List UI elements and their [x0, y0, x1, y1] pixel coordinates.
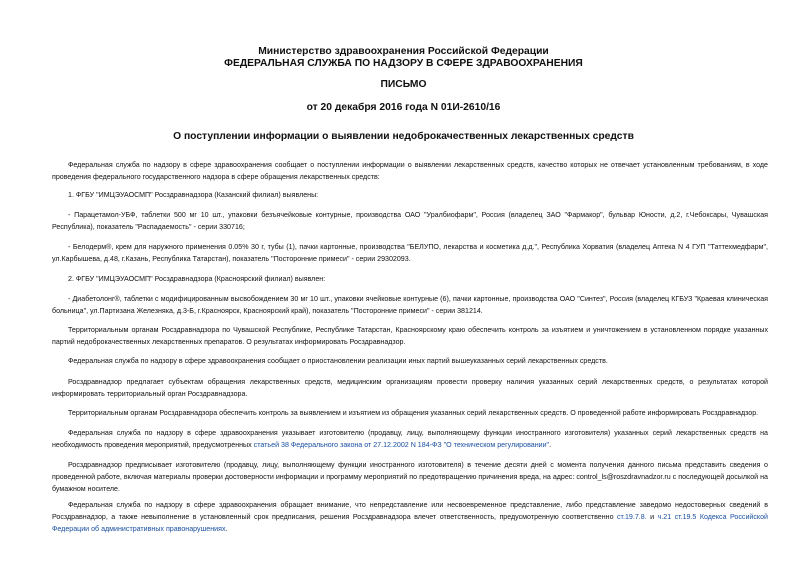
- paragraph-paracetamol: - Парацетамол-УБФ, таблетки 500 мг 10 шт., упаковки безъячейковые контурные, производства ОАО "Уралбиофарм", Россия (владелец ЗАО "Фармакор", бульвар Юности, д.2, г.Чебоксары, Чувашская Республика), показатель "Распадаемость" - серии 330716;: [52, 211, 768, 231]
- ministry-name: Министерство здравоохранения Российской Федерации: [258, 46, 549, 57]
- link-article-19-7-8[interactable]: ст.19.7.8.: [617, 513, 647, 521]
- paragraph-manufacturer-measures: Федеральная служба по надзору в сфере здравоохранения указывает изготовителю (продавцу, лицу, выполняющему функции иностранного изготовителя) указанных серий лекарственных средств на необходимость проведения мероприятий, предусмотренных статьей 38 Федерального закона от 27.12.2002 N 184-ФЗ "О техническом регулировании".: [52, 429, 768, 449]
- document-type: ПИСЬМО: [380, 79, 427, 90]
- paragraph-krasnoyarsk-branch: 2. ФГБУ "ИМЦЭУАОСМП" Росздравнадзора (Красноярский филиал) выявлен:: [68, 275, 326, 283]
- paragraph-territorial-control: Территориальным органам Росздравнадзора по Чувашской Республике, Республике Татарстан, Красноярскому краю обеспечить контроль за изъятием и уничтожением в установленном порядке указанных партий недоброкачественных лекарственных препаратов. О результатах информировать Росздравнадзор.: [52, 326, 768, 346]
- paragraph-beloderm: - Белодерм®, крем для наружного применения 0.05% 30 г, тубы (1), пачки картонные, производства "БЕЛУПО, лекарства и косметика д.д.", Республика Хорватия (владелец Аптека N 4 ГУП "Таттехмедфарм", ул.Карбышева, д.48, г.Казань, Республика Татарстан), показатель "Посторонние примеси" - серии 29302093.: [52, 243, 768, 263]
- link-federal-law-184[interactable]: статьей 38 Федерального закона от 27.12.2002 N 184-ФЗ "О техническом регулировании": [253, 441, 550, 449]
- service-name: ФЕДЕРАЛЬНАЯ СЛУЖБА ПО НАДЗОРУ В СФЕРЕ ЗДРАВООХРАНЕНИЯ: [224, 58, 583, 69]
- link-koap-article-19-5[interactable]: ч.21 ст.19.5 Кодекса Российской Федерации об административных правонарушениях: [52, 513, 769, 533]
- paragraph-prescription: Росздравнадзор предписывает изготовителю (продавцу, лицу, выполняющему функции иностранного изготовителя) в течение десяти дней с момента получения данного письма представить сведения о проведенной работе, включая материалы проверки достоверности информации и программу мероприятий по предотвращению причинения вреда, на адрес: control_ls@roszdravnadzor.ru с последующей досылкой на бумажном носителе.: [52, 461, 768, 493]
- document-date-number: от 20 декабря 2016 года N 01И-2610/16: [306, 102, 501, 113]
- paragraph-suspension: Федеральная служба по надзору в сфере здравоохранения сообщает о приостановлении реализации иных партий вышеуказанных серий лекарственных средств.: [68, 357, 608, 365]
- document-subject: О поступлении информации о выявлении недоброкачественных лекарственных средств: [173, 131, 634, 142]
- paragraph-diabetolong: - Диабетолонг®, таблетки с модифицированным высвобождением 30 мг 10 шт., упаковки ячейковые контурные (6), пачки картонные, производства ОАО "Синтез", Россия (владелец КГБУЗ "Краевая клиническая больница", ул.Партизана Железняка, д.3-Б, г.Красноярск, Красноярский край), показатель "Посторонние примеси" - серии 381214.: [52, 295, 768, 315]
- paragraph-check-request: Росздравнадзор предлагает субъектам обращения лекарственных средств, медицинским организациям провести проверку наличия указанных серий лекарственных средств, о результатах которой информировать территориальный орган Росздравнадзора.: [52, 378, 768, 398]
- paragraph-kazan-branch: 1. ФГБУ "ИМЦЭУАОСМП" Росздравнадзора (Казанский филиал) выявлены:: [68, 191, 319, 199]
- paragraph-liability: Федеральная служба по надзору в сфере здравоохранения обращает внимание, что непредставление или несвоевременное представление, либо представление заведомо недостоверных сведений в Росздравнадзор, а также невыполнение в установленный срок предписания, решения Росздравнадзора влечет ответственность, предусмотренную соответственно ст.19.7.8. и ч.21 ст.19.5 Кодекса Российской Федерации об административных правонарушениях.: [52, 501, 769, 533]
- paragraph-intro: Федеральная служба по надзору в сфере здравоохранения сообщает о поступлении информации о выявлении лекарственных средств, качество которых не отвечает установленным требованиям, в ходе проведения федерального государственного надзора в сфере обращения лекарственных средств:: [52, 161, 768, 181]
- paragraph-withdrawal-control: Территориальным органам Росздравнадзора обеспечить контроль за выявлением и изъятием из обращения указанных серий лекарственных средств. О проведенной работе информировать Росздравнадзор.: [68, 409, 759, 417]
